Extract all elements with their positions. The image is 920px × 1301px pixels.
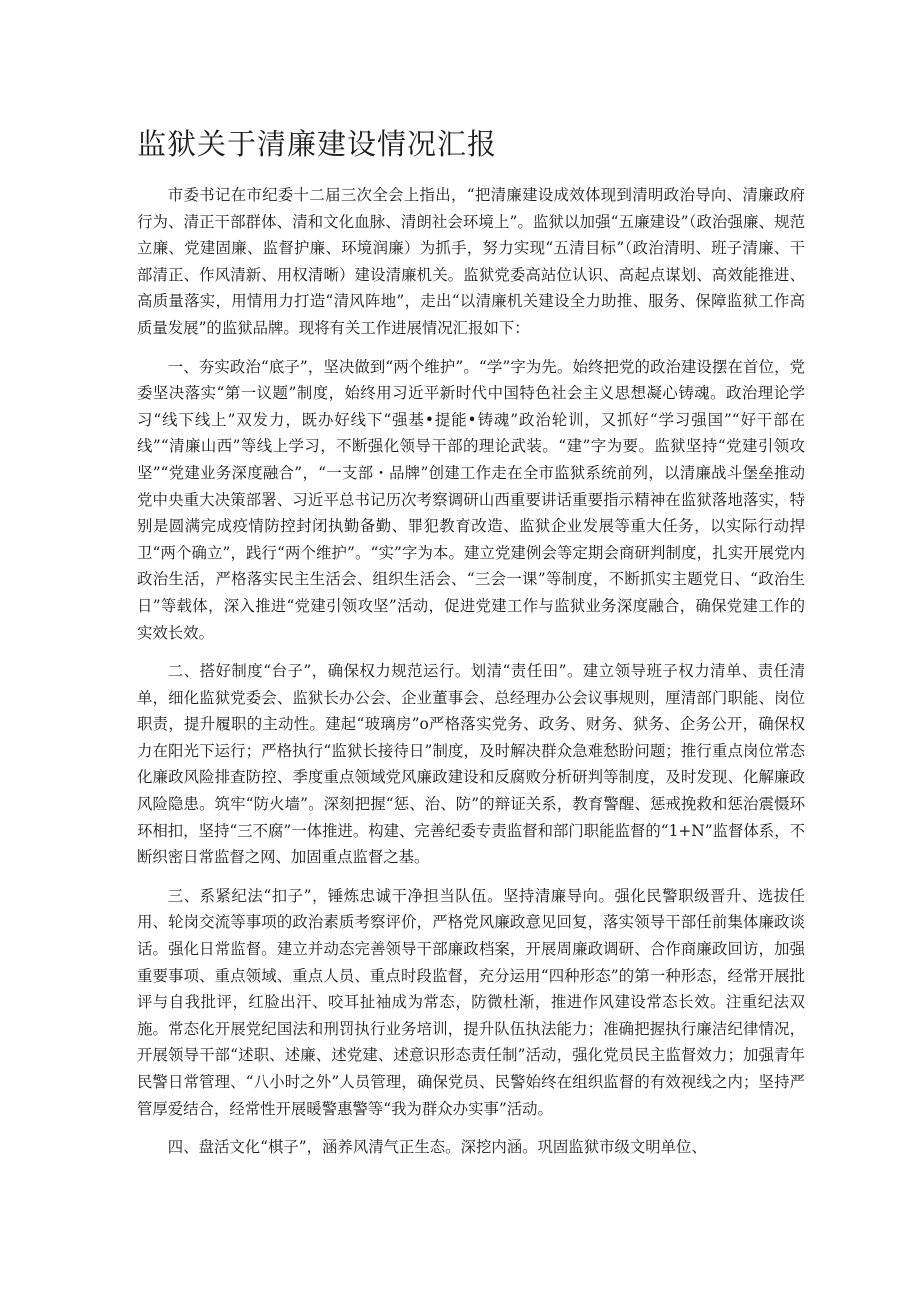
section-3-paragraph: 三、系紧纪法“扣子”，锤炼忠诚干净担当队伍。坚持清廉导向。强化民警职级晋升、选拔任用、轮岗交流等事项的政治素质考察评价，严格党风廉政意见回复，落实领导干部任前集体廉政谈话。强化日常监督。建立并动态完善领导干部廉政档案，开展周廉政调研、合作商廉政回访，加强重要事项、重点领域、重点人员、重点时段监督，充分运用“四种形态”的第一种形态，经常开展批评与自我批评，红脸出汗、咬耳扯袖成为常态，防微杜渐，推进作风建设常态长效。注重纪法双施。常态化开展党纪国法和刑罚执行业务培训，提升队伍执法能力；准确把握执行廉洁纪律情况，开展领导干部“述职、述廉、述党建、述意识形态责任制”活动，强化党员民主监督效力；加强青年民警日常管理、“八小时之外”人员管理，确保党员、民警始终在组织监督的有效视线之内；坚持严管厚爱结合，经常性开展暖警惠警等“我为群众办实事”活动。 (137, 886, 805, 1118)
document-title: 监狱关于清廉建设情况汇报 (137, 127, 498, 161)
section-1-paragraph: 一、夯实政治“底子”，坚决做到“两个维护”。“学”字为先。始终把党的政治建设摆在首位，党委坚决落实“第一议题”制度，始终用习近平新时代中国特色社会主义思想凝心铸魂。政治理论学习“线下线上”双发力，既办好线下“强基•提能•铸魂”政治轮训，又抓好“学习强国”“好干部在线”“清廉山西”等线上学习，不断强化领导干部的理论武装。“建”字为要。监狱坚持“党建引领攻坚”“党建业务深度融合”，“一支部・品牌”创建工作走在全市监狱系统前列，以清廉战斗堡垒推动党中央重大决策部署、习近平总书记历次考察调研山西重要讲话重要指示精神在监狱落地落实，特别是圆满完成疫情防控封闭执勤备勤、罪犯教育改造、监狱企业发展等重大任务，以实际行动捍卫“两个确立”，践行“两个维护”。“实”字为本。建立党建例会等定期会商研判制度，扎实开展党内政治生活，严格落实民主生活会、组织生活会、“三会一课”等制度，不断抓实主题党日、“政治生日”等载体，深入推进“党建引领攻坚”活动，促进党建工作与监狱业务深度融合，确保党建工作的实效长效。 (137, 357, 805, 642)
document-page (137, 124, 805, 1173)
section-4-paragraph: 四、盘活文化“棋子”，涵养风清气正生态。深挖内涵。巩固监狱市级文明单位、 (167, 1138, 707, 1157)
intro-paragraph: 市委书记在市纪委十二届三次全会上指出，“把清廉建设成效体现到清明政治导向、清廉政府行为、清正干部群体、清和文化血脉、清朗社会环境上”。监狱以加强“五廉建设”（政治强廉、规范立廉、党建固廉、监督护廉、环境润廉）为抓手，努力实现“五清目标”（政治清明、班子清廉、干部清正、作风清新、用权清晰）建设清廉机关。监狱党委高站位认识、高起点谋划、高效能推进、高质量落实，用情用力打造“清风阵地”，走出“以清廉机关建设全力助推、服务、保障监狱工作高质量发展”的监狱品牌。现将有关工作进展情况汇报如下： (137, 186, 805, 337)
section-2-paragraph: 二、搭好制度“台子”，确保权力规范运行。划清“责任田”。建立领导班子权力清单、责任清单，细化监狱党委会、监狱长办公会、企业董事会、总经理办公会议事规则，厘清部门职能、岗位职责，提升履职的主动性。建起“玻璃房”o严格落实党务、政务、财务、狱务、企务公开，确保权力在阳光下运行；严格执行“监狱长接待日”制度，及时解决群众急难愁盼问题；推行重点岗位常态化廉政风险排查防控、季度重点领域党风廉政建设和反腐败分析研判等制度，及时发现、化解廉政风险隐患。筑牢“防火墙”。深刻把握“惩、治、防”的辩证关系，教育警醒、惩戒挽救和惩治震慑环环相扣，坚持“三不腐”一体推进。构建、完善纪委专责监督和部门职能监督的“1+N”监督体系，不断织密日常监督之网、加固重点监督之基。 (137, 662, 805, 867)
